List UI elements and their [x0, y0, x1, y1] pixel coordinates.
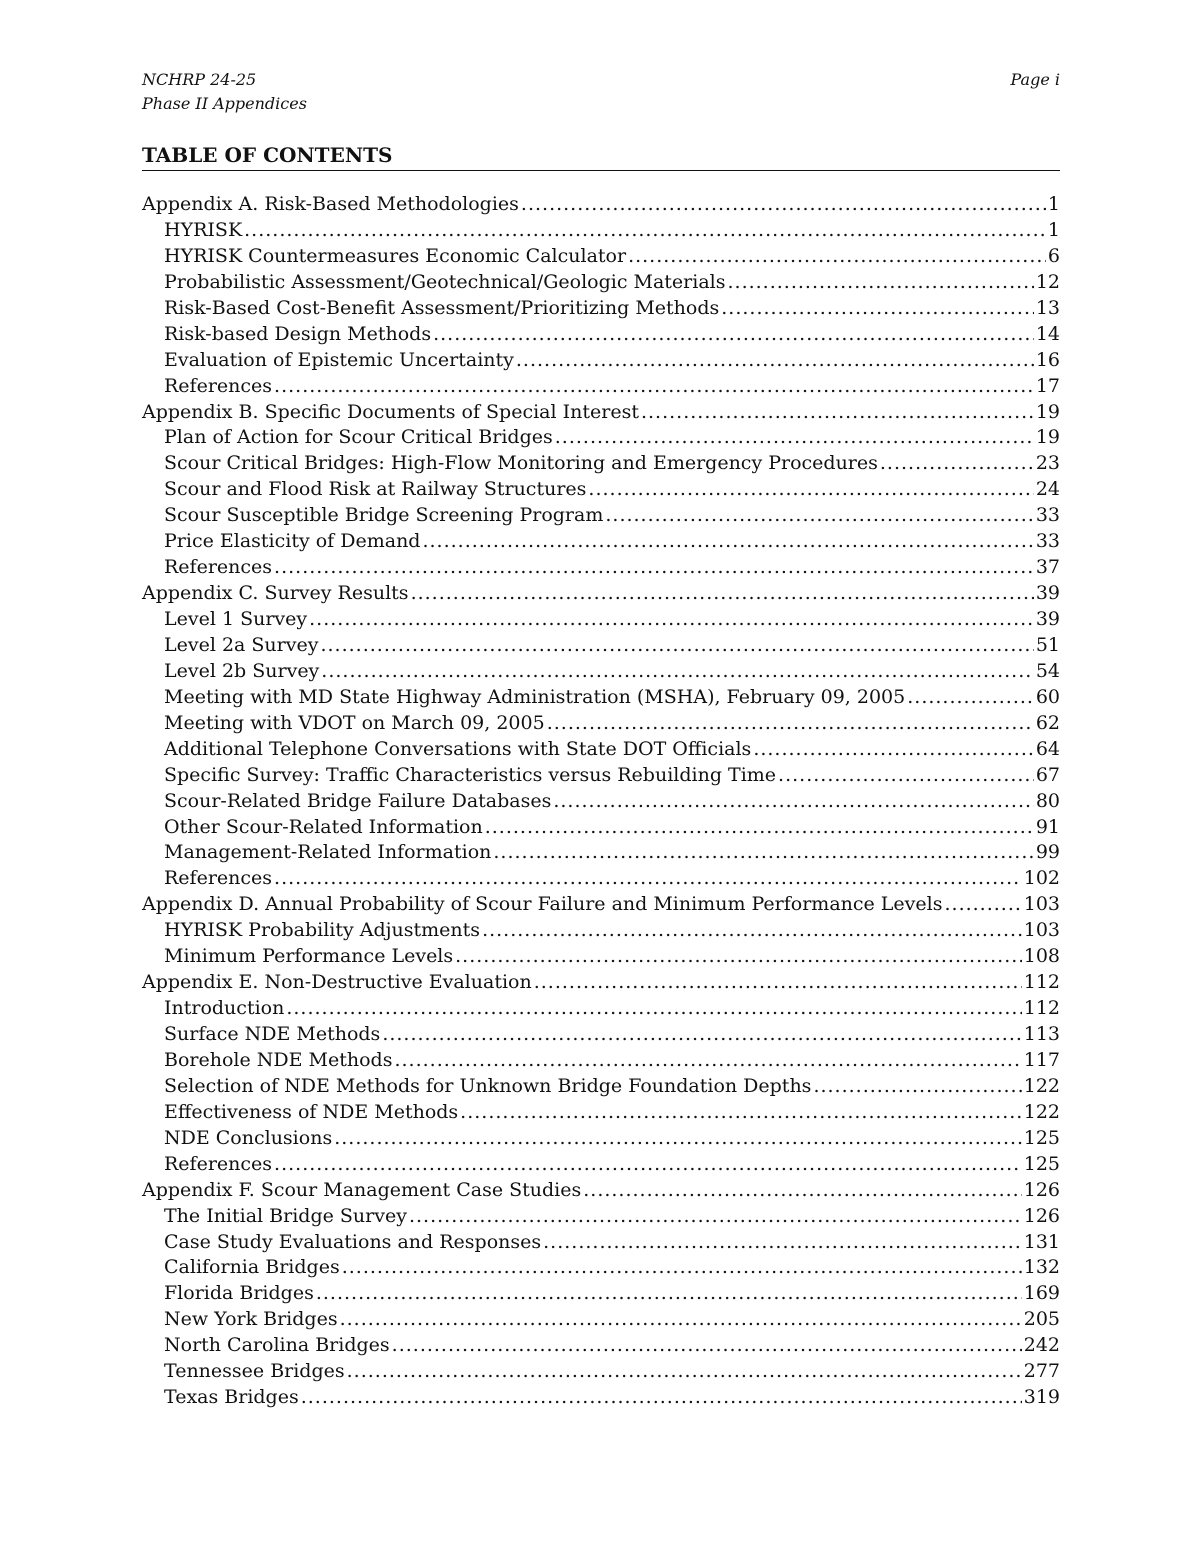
toc-entry-title: HYRISK Countermeasures Economic Calculator: [164, 244, 627, 267]
running-header: [142, 68, 1060, 116]
toc-entry-page: 1: [1047, 193, 1060, 215]
toc-entry-title: Texas Bridges: [164, 1386, 299, 1409]
toc-section-entry[interactable]: [142, 840, 1060, 866]
dot-leader: [534, 970, 1022, 996]
toc-entry-page: 126: [1023, 1178, 1060, 1201]
toc-section-entry[interactable]: [142, 737, 1060, 763]
dot-leader: [543, 1230, 1022, 1256]
dot-leader: [588, 477, 1033, 503]
dot-leader: [274, 866, 1022, 892]
toc-section-entry[interactable]: [142, 529, 1060, 555]
toc-appendix-entry[interactable]: [142, 1178, 1060, 1204]
toc-section-entry[interactable]: [142, 1152, 1060, 1178]
toc-entry-title: Tennessee Bridges: [164, 1360, 345, 1383]
toc-entry-page: 60: [1035, 685, 1060, 708]
toc-section-entry[interactable]: [142, 659, 1060, 685]
dot-leader: [394, 1048, 1021, 1074]
toc-entry-page: 131: [1023, 1230, 1060, 1253]
dot-leader: [342, 1255, 1022, 1281]
toc-entry-page: 126: [1023, 1204, 1060, 1227]
toc-entry-page: 169: [1023, 1282, 1060, 1305]
toc-entry-title: Risk-Based Cost-Benefit Assessment/Prioritizing Methods: [164, 296, 720, 319]
toc-entry-title: References: [164, 867, 273, 890]
toc-entry-page: 14: [1035, 322, 1060, 345]
toc-section-entry[interactable]: [142, 944, 1060, 970]
toc-entry-title: Meeting with MD State Highway Administration (MSHA), February 09, 2005: [164, 685, 906, 708]
toc-entry-page: 108: [1023, 945, 1060, 968]
toc-entry-page: 80: [1035, 789, 1060, 812]
toc-entry-title: HYRISK Probability Adjustments: [164, 919, 481, 942]
dot-leader: [301, 1385, 1022, 1411]
toc-entry-title: Scour Critical Bridges: High-Flow Monitoring and Emergency Procedures: [164, 452, 878, 475]
toc-entry-page: 122: [1023, 1074, 1060, 1097]
toc-section-entry[interactable]: [142, 503, 1060, 529]
toc-section-entry[interactable]: [142, 270, 1060, 296]
toc-entry-page: 112: [1023, 997, 1060, 1020]
dot-leader: [455, 944, 1022, 970]
dot-leader: [628, 244, 1046, 270]
toc-section-entry[interactable]: [142, 374, 1060, 400]
toc-entry-page: 122: [1023, 1100, 1060, 1123]
toc-entry-page: 16: [1035, 348, 1060, 371]
report-subtitle: Phase II Appendices: [142, 94, 307, 113]
toc-section-entry[interactable]: [142, 815, 1060, 841]
toc-entry-title: Other Scour-Related Information: [164, 815, 483, 838]
toc-entry-page: 67: [1035, 763, 1060, 786]
toc-entry-page: 99: [1035, 841, 1060, 864]
toc-entry-page: 62: [1035, 711, 1060, 734]
toc-entry-page: 112: [1023, 971, 1060, 994]
dot-leader: [944, 892, 1021, 918]
toc-entry-title: Risk-based Design Methods: [164, 322, 432, 345]
toc-section-entry[interactable]: [142, 1307, 1060, 1333]
dot-leader: [382, 1022, 1021, 1048]
toc-entry-title: Level 1 Survey: [164, 608, 308, 630]
header-left: [142, 68, 1060, 116]
toc-section-entry[interactable]: [142, 1048, 1060, 1074]
toc-entry-page: 132: [1023, 1256, 1060, 1279]
toc-entry-title: Level 2b Survey: [164, 659, 320, 682]
toc-entry-title: Appendix A. Risk-Based Methodologies: [142, 193, 519, 215]
toc-section-entry[interactable]: [142, 451, 1060, 477]
toc-entry-title: Evaluation of Epistemic Uncertainty: [164, 348, 514, 371]
toc-appendix-entry[interactable]: [142, 970, 1060, 996]
toc-section-entry[interactable]: [142, 607, 1060, 633]
toc-appendix-entry[interactable]: [142, 892, 1060, 918]
page-number: Page i: [1010, 70, 1060, 89]
toc-section-entry[interactable]: [142, 425, 1060, 451]
toc-section-entry[interactable]: [142, 1126, 1060, 1152]
dot-leader: [727, 270, 1033, 296]
toc-entry-title: NDE Conclusions: [164, 1126, 333, 1149]
toc-entry-title: California Bridges: [164, 1256, 340, 1279]
toc-entry-title: Surface NDE Methods: [164, 1023, 381, 1045]
toc-entry-title: Scour Susceptible Bridge Screening Program: [164, 504, 604, 527]
dot-leader: [347, 1359, 1022, 1385]
dot-leader: [286, 996, 1021, 1022]
toc-entry-page: 33: [1035, 530, 1060, 553]
toc-entry-title: Selection of NDE Methods for Unknown Bridge Foundation Depths: [164, 1074, 812, 1097]
toc-entry-page: 6: [1047, 244, 1060, 267]
toc-entry-title: Price Elasticity of Demand: [164, 530, 421, 553]
toc-section-entry[interactable]: [142, 477, 1060, 503]
dot-leader: [605, 503, 1033, 529]
dot-leader: [392, 1333, 1022, 1359]
toc-section-entry[interactable]: [142, 685, 1060, 711]
toc-section-entry[interactable]: [142, 711, 1060, 737]
toc-entry-page: 39: [1035, 582, 1060, 605]
toc-entry-title: New York Bridges: [164, 1308, 338, 1331]
toc-section-entry[interactable]: [142, 244, 1060, 270]
toc-entry-title: Scour and Flood Risk at Railway Structures: [164, 478, 587, 501]
toc-entry-page: 54: [1035, 659, 1060, 682]
dot-leader: [547, 711, 1034, 737]
toc-appendix-entry[interactable]: [142, 192, 1060, 218]
toc-entry-title: Probabilistic Assessment/Geotechnical/Geologic Materials: [164, 270, 726, 293]
toc-section-entry[interactable]: [142, 1359, 1060, 1385]
toc-section-entry[interactable]: [142, 322, 1060, 348]
toc-entry-title: References: [164, 1152, 273, 1175]
toc-entry-title: The Initial Bridge Survey: [164, 1204, 407, 1227]
toc-section-entry[interactable]: [142, 1230, 1060, 1256]
dot-leader: [482, 918, 1022, 944]
toc-entry-title: Specific Survey: Traffic Characteristics versus Rebuilding Time: [164, 763, 777, 786]
toc-entry-title: Scour-Related Bridge Failure Databases: [164, 789, 552, 812]
toc-entry-title: Effectiveness of NDE Methods: [164, 1100, 459, 1123]
dot-leader: [321, 659, 1034, 685]
toc-entry-title: Borehole NDE Methods: [164, 1048, 393, 1071]
toc-entry-page: 125: [1023, 1152, 1060, 1175]
dot-leader: [274, 1152, 1022, 1178]
dot-leader: [641, 400, 1034, 426]
dot-leader: [907, 685, 1034, 711]
dot-leader: [411, 581, 1034, 607]
dot-leader: [521, 192, 1046, 218]
toc-section-entry[interactable]: [142, 1074, 1060, 1100]
toc-entry-title: Meeting with VDOT on March 09, 2005: [164, 711, 545, 734]
toc-entry-page: 319: [1023, 1386, 1060, 1409]
dot-leader: [274, 374, 1034, 400]
dot-leader: [274, 555, 1034, 581]
dot-leader: [334, 1126, 1022, 1152]
toc-entry-page: 13: [1035, 296, 1060, 319]
toc-section-entry[interactable]: [142, 218, 1060, 244]
toc-section-entry[interactable]: [142, 1255, 1060, 1281]
report-id: NCHRP 24-25: [142, 70, 257, 89]
toc-entry-page: 51: [1035, 633, 1060, 656]
dot-leader: [309, 607, 1034, 633]
dot-leader: [516, 348, 1034, 374]
dot-leader: [721, 296, 1034, 322]
toc-section-entry[interactable]: [142, 763, 1060, 789]
dot-leader: [553, 789, 1033, 815]
toc-entry-title: Level 2a Survey: [164, 633, 319, 656]
toc-entry-page: 117: [1023, 1048, 1060, 1071]
toc-section-entry[interactable]: [142, 1022, 1060, 1048]
toc-section-entry[interactable]: [142, 996, 1060, 1022]
dot-leader: [320, 633, 1033, 659]
toc-section-entry[interactable]: [142, 1204, 1060, 1230]
toc-entry-page: 125: [1023, 1126, 1060, 1149]
toc-entry-title: Case Study Evaluations and Responses: [164, 1230, 542, 1253]
toc-entry-title: Appendix E. Non-Destructive Evaluation: [142, 971, 532, 994]
toc-entry-page: 113: [1023, 1023, 1060, 1045]
toc-entry-title: Appendix F. Scour Management Case Studies: [142, 1178, 582, 1201]
toc-entry-page: 103: [1023, 893, 1060, 916]
dot-leader: [880, 451, 1034, 477]
toc-entry-page: 102: [1023, 867, 1060, 890]
dot-leader: [422, 529, 1033, 555]
toc-section-entry[interactable]: [142, 296, 1060, 322]
dot-leader: [555, 425, 1034, 451]
toc-entry-page: 205: [1023, 1308, 1060, 1331]
table-of-contents: [142, 192, 1060, 1411]
toc-entry-page: 1: [1047, 218, 1060, 241]
toc-section-entry[interactable]: [142, 789, 1060, 815]
toc-entry-page: 24: [1035, 478, 1060, 501]
toc-entry-title: References: [164, 556, 273, 579]
dot-leader: [316, 1281, 1022, 1307]
toc-section-entry[interactable]: [142, 633, 1060, 659]
toc-entry-title: North Carolina Bridges: [164, 1334, 390, 1357]
page-title: TABLE OF CONTENTS: [142, 143, 1060, 171]
toc-entry-title: Appendix D. Annual Probability of Scour Failure and Minimum Performance Levels: [142, 893, 943, 916]
dot-leader: [485, 815, 1034, 841]
dot-leader: [753, 737, 1034, 763]
toc-entry-page: 277: [1023, 1360, 1060, 1383]
toc-appendix-entry[interactable]: [142, 581, 1060, 607]
toc-entry-page: 37: [1035, 556, 1060, 579]
toc-section-entry[interactable]: [142, 866, 1060, 892]
toc-entry-title: References: [164, 374, 273, 397]
toc-entry-title: Appendix B. Specific Documents of Special Interest: [142, 400, 639, 423]
toc-section-entry[interactable]: [142, 1281, 1060, 1307]
toc-entry-page: 91: [1035, 815, 1060, 838]
dot-leader: [340, 1307, 1022, 1333]
dot-leader: [460, 1100, 1022, 1126]
toc-appendix-entry[interactable]: [142, 400, 1060, 426]
toc-entry-title: Management-Related Information: [164, 841, 492, 864]
toc-entry-title: HYRISK: [164, 218, 243, 241]
toc-entry-title: Florida Bridges: [164, 1282, 314, 1305]
toc-entry-title: Minimum Performance Levels: [164, 945, 454, 968]
dot-leader: [778, 763, 1034, 789]
dot-leader: [409, 1204, 1022, 1230]
toc-entry-page: 242: [1023, 1334, 1060, 1357]
dot-leader: [433, 322, 1034, 348]
toc-section-entry[interactable]: [142, 348, 1060, 374]
toc-entry-page: 19: [1035, 426, 1060, 449]
toc-entry-title: Appendix C. Survey Results: [142, 582, 409, 605]
toc-section-entry[interactable]: [142, 918, 1060, 944]
toc-entry-page: 12: [1035, 270, 1060, 293]
toc-entry-page: 39: [1035, 608, 1060, 630]
toc-entry-title: Plan of Action for Scour Critical Bridges: [164, 426, 553, 449]
dot-leader: [244, 218, 1046, 244]
toc-entry-page: 23: [1035, 452, 1060, 475]
dot-leader: [493, 840, 1033, 866]
toc-entry-title: Introduction: [164, 997, 285, 1020]
toc-entry-page: 19: [1035, 400, 1060, 423]
toc-entry-title: Additional Telephone Conversations with State DOT Officials: [164, 737, 752, 760]
toc-entry-page: 64: [1035, 737, 1060, 760]
toc-entry-page: 33: [1035, 504, 1060, 527]
toc-entry-page: 17: [1035, 374, 1060, 397]
toc-section-entry[interactable]: [142, 1385, 1060, 1411]
toc-section-entry[interactable]: [142, 1100, 1060, 1126]
toc-entry-page: 103: [1023, 919, 1060, 942]
dot-leader: [813, 1074, 1021, 1100]
toc-section-entry[interactable]: [142, 555, 1060, 581]
toc-section-entry[interactable]: [142, 1333, 1060, 1359]
dot-leader: [583, 1178, 1022, 1204]
